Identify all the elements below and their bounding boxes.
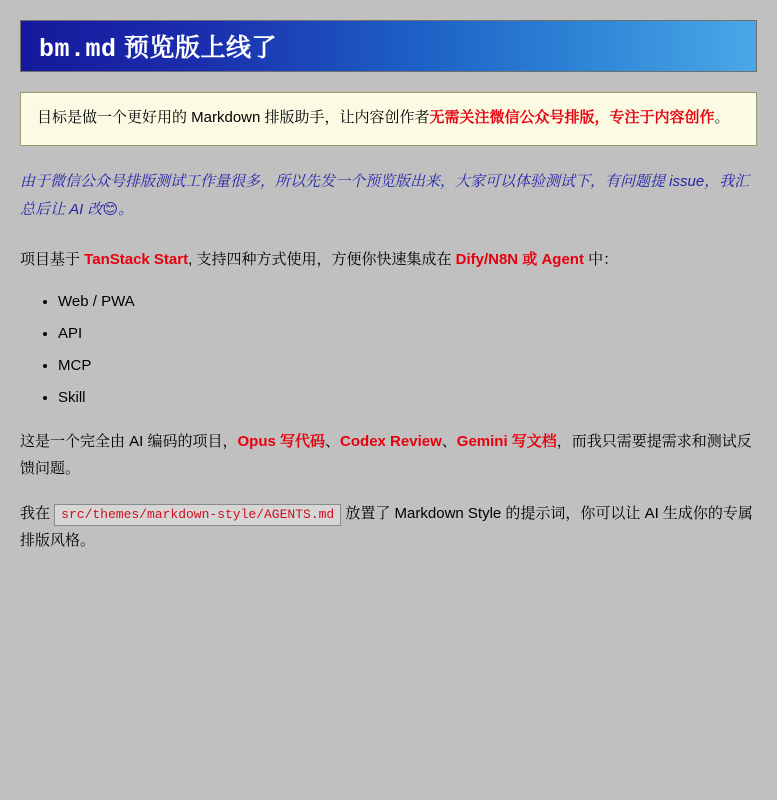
goal-callout: [20, 92, 757, 146]
intro-project-name: TanStack Start: [84, 250, 189, 268]
intro-before: 项目基于: [20, 250, 85, 268]
intro-after: 中：: [583, 250, 619, 268]
credits-lead: 这是一个完全由 AI 编码的项目，: [20, 432, 238, 450]
style-prompt-paragraph: [20, 500, 757, 554]
smiling-face-icon: 😊: [102, 200, 119, 218]
preview-note-text: 由于微信公众号排版测试工作量很多，所以先发一个预览版出来，大家可以体验测试下，有问题提 issue，我汇总后让 AI 改: [20, 173, 750, 218]
project-intro-paragraph: [20, 246, 757, 273]
preview-note-tail: 。: [118, 201, 134, 218]
list-item: • API: [58, 323, 757, 344]
credits-separator-2: 、: [441, 432, 457, 450]
callout-text-before: 目标是做一个更好用的 Markdown 排版助手，让内容创作者: [37, 109, 430, 126]
credits-role-gemini: Gemini 写文档: [456, 432, 557, 450]
style-note-after: 放置了 Markdown Style 的提示词，你可以让 AI 生成你的专属排版风格。: [20, 504, 753, 549]
intro-middle: , 支持四种方式使用，方便你快速集成在: [188, 250, 456, 268]
credits-tail: ，而我只需要提需求和测试反馈问题。: [20, 432, 752, 477]
preview-note-paragraph: [20, 168, 757, 224]
callout-emphasis: 无需关注微信公众号排版，专注于内容创作: [429, 109, 715, 126]
list-item: • Web / PWA: [58, 291, 757, 312]
credits-role-codex: Codex Review: [340, 432, 442, 450]
ai-credits-paragraph: [20, 428, 757, 482]
page-title-rest: 预览版上线了: [116, 34, 277, 62]
style-note-before: 我在: [20, 504, 55, 522]
code-path: src/themes/markdown-style/AGENTS.md: [54, 504, 341, 526]
page-title-mono: bm.md: [39, 35, 117, 64]
list-item: • Skill: [58, 387, 757, 408]
credits-separator-1: 、: [325, 432, 341, 450]
intro-integrations: Dify/N8N 或 Agent: [455, 250, 584, 268]
callout-text-after: 。: [714, 109, 730, 126]
document-title-banner: [20, 20, 757, 72]
credits-role-opus: Opus 写代码: [237, 432, 326, 450]
page-title: [39, 28, 277, 64]
list-item: • MCP: [58, 355, 757, 376]
usage-modes-list: [20, 291, 757, 408]
